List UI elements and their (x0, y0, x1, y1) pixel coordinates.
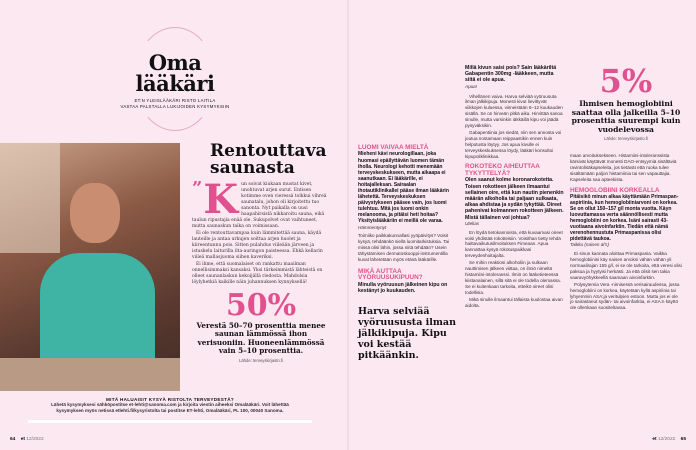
answer-vaccine-cont: maan arvoituksekseen. Histamiini-intoleranssista kärsivät käyttävät monesti DAO-entsyymiä sisältäviä ravintolisäkapseleita, jos tietävät että ruoka tulee sisältämään paljon histamiinia tai sen vapauttajia. Kapseleita saa apteekista. (570, 153, 677, 182)
doctor-photo (0, 143, 180, 391)
answer-hemoglobin: Ei sinun kannata aloittaa Primaspania. Vaikka hemoglobiinisi käy naisen arvoksi vähän vähän yli normaalirajan 155 g/l, ei se ole tarkoita, että veresi olisi paksua ja hyytyisi herkästi. Ja että olisit sen takia vaaravyöhykkeellä saamaan aivoinfarktin. Polysytemia Vera -nimisessä verisairaudessa, jossa hemoglobiini on korkea, käytetään kyllä aspiriinia tai lyhyemmin ASA:ja veritulpien estoon. Mutta jos ei ole jo sairastanut sydän- tai aivoinfarktia, ei ASA:n käyttö ole ollenkaan suositeltavaa. (570, 251, 682, 311)
window-light (0, 143, 60, 253)
signature: Hämmentynyt (358, 224, 387, 230)
bench (0, 358, 180, 391)
answer-vaccine: En löydä tietokannoista, että kuvaamasi oireet voisi yhdistää rokotteisiin. Voisithan tietty tehdä haittavaikutusilmoituksen Fimeaan. Apua kannattaa kysyä rokotuspaikkasi terveydenhoitajalta. Se mihin reaktiosi alkoholiin ja sulkaan nauttimisen jälkeen viittaa, on ilmiö nimeltä histamiini-intoleranssi. Ilmiö on lääketieteessä kiistanalainen, sillä sitä ei ole todella olemassa. Se ei kuitenkaan tarkoita, etteikö oireet olisi todellisia. Mikä sinulle ilmaantui tällaista kuulostaa aivan aidolta. (465, 229, 563, 308)
footer-left: 64 et 12/2022 (10, 437, 44, 442)
drop-cap: K (203, 176, 239, 223)
quote-mark: ” (192, 178, 203, 199)
heading-vaccine: ROKOTEKO AIHEUTTAA TYKYTTELYÄ? (465, 163, 540, 177)
contact-box (20, 397, 320, 423)
question-shingles: Minulla vyöruusun jälkeinen kipu on kestänyt jo kuukauden. (358, 281, 448, 294)
heading-mole: LUOMI VAIVAA MIELTÄ (358, 144, 429, 151)
contact-title: MITÄ HALUAISIT KYSYÄ RISTOLTA TERVEYDESTÄ? (106, 397, 234, 402)
contact-line2: kysymyksen myös netissä etlehti.fi/kysyristolta tai postitse ET-lehti, Omalääkäri, PL 100, 00040 Sanoma. (56, 408, 284, 413)
column-1 (358, 141, 458, 361)
answer-mole: Toimiiko paikkakunnallasi yyöpäivitys? Voisit kysyä, tehdäänkö siellä luomitarkistuksia. Tai missä olisi lähin, jossa niitä tehdään? Usein tähystämisen dermatoskooppi-instrumentilla kuvat lähetetään myös etänä lääkärille. (358, 233, 450, 263)
signature: Apua! (465, 83, 478, 89)
pull-quote: Harva selviää vyöruususta ilman jälkikipuja. Kipu voi kestää pitkäänkin. (358, 306, 456, 362)
signature: Utelias (465, 220, 480, 226)
heading-hemoglobin: HEMOGLOBIINI KORKEALLA (570, 186, 660, 194)
signature: Taikku (naisen al's) (570, 242, 610, 248)
sauna-article (192, 143, 330, 363)
sauna-stat-text: Verestä 50–70 prosenttia menee saunan lämmössä ihon verisuoniin. Huoneenlämmössä vain 5–10 prosenttia. (196, 321, 326, 356)
hemoglobin-stat-text: Ihmisen hemoglobiini saattaa olla jalkeilla 5–10 prosenttia suurempi kuin vuodelevossa (571, 99, 681, 134)
column-title: Oma lääkäri (135, 50, 215, 96)
sauna-title: Rentouttava saunasta (210, 141, 327, 178)
question-mole: Mieheni kävi neurologillaan, joka huomasi epäilyttävän luomen tämän iholla. Neurologi kehotti menemään terveyskeskukseen, mutta aikaapa ei saanutkaan. Ei lääkärille, ei hoitajalleksan. Sairaalan ihotautiklinikallei pääse ilman lääkärin lähetettä. Terveyskeskuksen päivystykseen pääsee vain, jos luomi tulehtuu. Mitä jos luomi onkin melanooma, ja pitäisi heti hoitaa? Yksityislääkäriin ei meillä ole varaa. (358, 151, 449, 225)
hemoglobin-source: Lähde: terveyskirjasto.fi (604, 136, 648, 142)
question-shingles-cont: Millä kivun saisi pois? Sain lääkäriltä Gabapentin 300mg -lääkkeen, mutta siitä ei ole apua. (465, 65, 557, 84)
column-2 (465, 65, 565, 309)
column-3 (570, 62, 682, 312)
drop-cap-group (192, 176, 239, 223)
divider (28, 420, 312, 423)
column-subtitle: ET:N YLEISLÄÄKÄRI RISTO LAITILA VASTAA PALSTALLA LUKIJOIDEN KYSYMYKSIIN (120, 98, 230, 109)
sauna-source: Lähde: terveyskirjasto.fi (239, 357, 283, 363)
footer-right: et 12/2022 65 (652, 437, 686, 442)
hemoglobin-stat: 5% (599, 62, 653, 100)
contact-line1: Lähetä kysymyksesi sähköpostitse et-lehti@sanoma.com ja kirjoita viestin aiheeksi Omalääkäri. Voit lähettää (51, 402, 289, 407)
page-gutter (347, 0, 349, 450)
answer-shingles: Vihellänen vaiva. Harva selviää vyöruusuta ilman jälkikipuja. Monesti kivut lievittyvät viikkojen kuluessa, viimeistään 6–12 kuukauden sisällä. Se on hirveän pitkä aika. Hirvittää sanoa sinulle, mutta varsinkin iäkkäillä kipu voi jäädä pysyväksikin. Gabapentiinia jos siedät, niin sen annosta voi joutua nostamaan reippaastikin ennen kuin helpotusta löytyy. Jos apua kivulle ei terveyskeskuksessa löydy, lääkäri konsultoi kipupoliklinikkaa. (465, 93, 563, 159)
question-hemoglobin: Pitäisikö minun alkaa käyttämään Primaspan-aspiriinia, kun hemoglobiiniarvoni on korkea. Se on ollut 150–157 g/l monta vuotta. Käyn luovuttamassa verta säännöllisesti mutta hemoglobiini on korkea. Isäni sairasti 43-vuotiaana aivoinfarktin. Tiedän että nämä verenohennustuta Primaspanissa olisi pidettävä taukoa. (570, 194, 679, 243)
heading-shingles: MIKÄ AUTTAA VYÖRUUSUKIPUUN? (358, 267, 423, 282)
question-vaccine: Olen saanut kolme koronarokotetta. Toisen rokotteen jälkeen ilmaantui sellainen oire, että kun nautin pienenkin määrän alkoholia tai paljaan sulkaata, alkaa ahdistaa ja sydän tykyttää. Oireet pahenivat kolmannen rokotteen jälkeen. Mistä tällainen voi johtua? (465, 177, 564, 221)
person-head (70, 183, 120, 243)
sauna-stat: 50% (225, 288, 297, 323)
sauna-body: ” K un soivat kiukaan mustat kivet, unohtuvat arjen surut. Entisen kotimme oven vieressä tolkkui vihreä saunatalu, johon oli kirjoitettu tuo sanonta. Nyt paikalla on uusi haapahirsistä nikkaroitu sauna, eikä taulun ripustajia enää ole. Sukupolvet ovat vaihtuneet, mutta saunaskun taika on voimissaan. Ei ole rentouttavampaa kuin lämmitettää sauna, käydä lauteille ja antaa urkujen soittaa arjen huolet ja kiireentunnu pois. Sitten pulahdus viileään järveen ja istuskelu laiturilla ilta-auringon paisteessa. Ehkä kellarin viileä mallasjuoma siihen kaveriksi. Ei ihme, että suomalaiset on rankattu maailman onnellisimmaksi kansaksi. Yksi tärkeimmistä lähteistä on olleet saunanlaskun kekoijällä riedosta. Mahdolsia löylyhetkiä kaikille näin juhannuksen kynnyksellä! (192, 176, 327, 285)
